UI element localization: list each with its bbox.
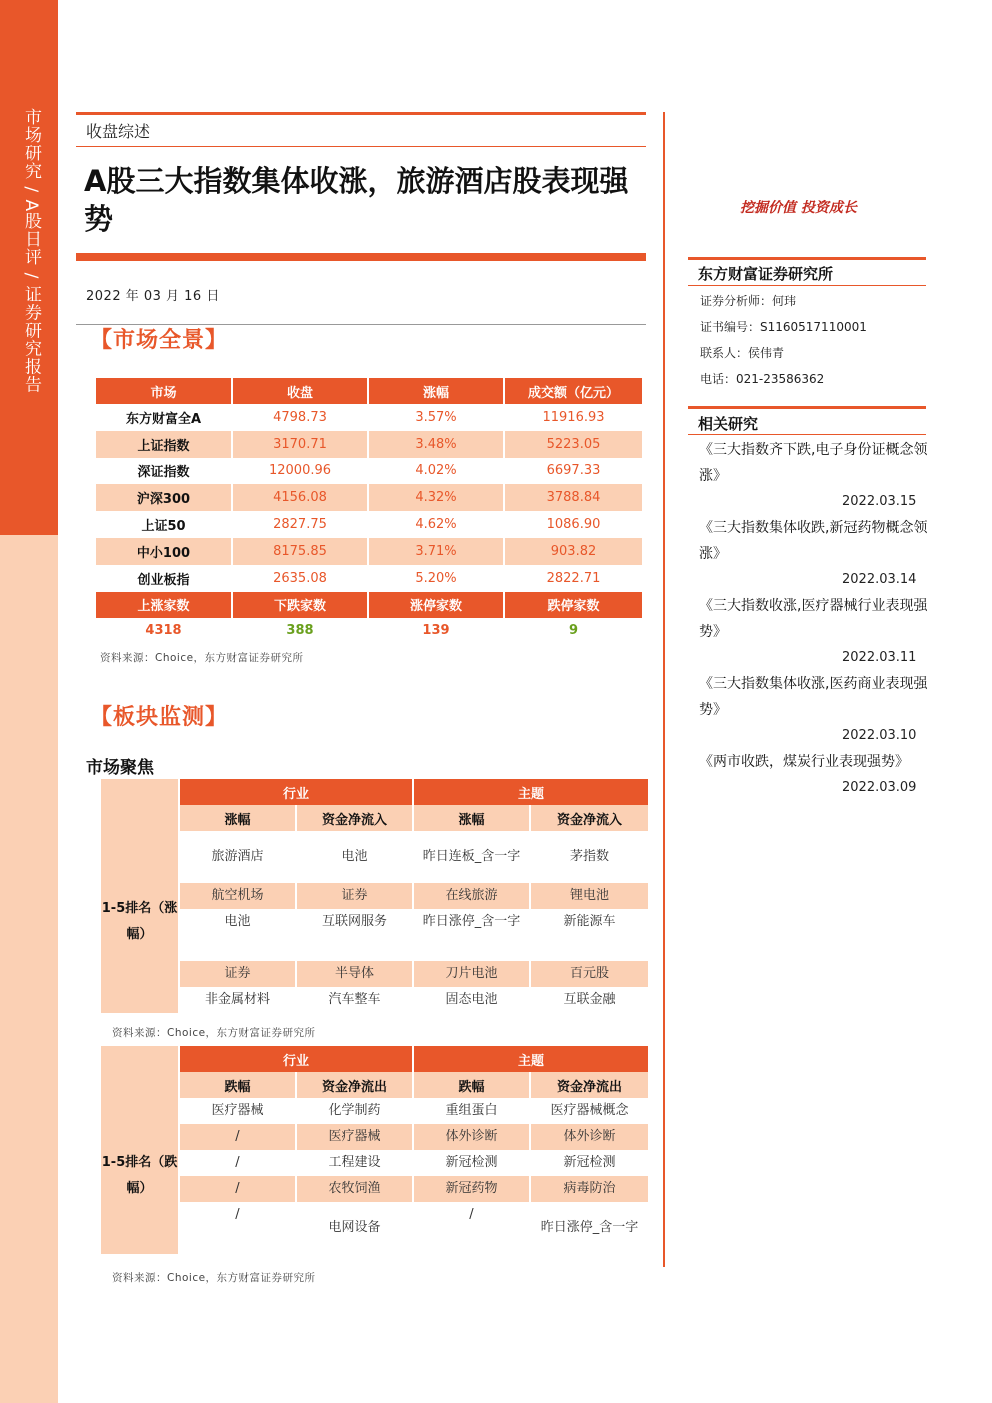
- sub-header: 资金净流入: [296, 805, 413, 831]
- index-volume: 5223.05: [504, 431, 642, 458]
- related-date: 2022.03.10: [842, 728, 917, 743]
- corner-cell: [101, 805, 179, 831]
- table-row: [96, 511, 642, 538]
- table-row: [96, 538, 642, 565]
- title-bar: [76, 253, 646, 261]
- cell: 重组蛋白: [413, 1098, 530, 1124]
- table-row: [101, 987, 648, 1013]
- cell: 电池: [179, 909, 296, 961]
- index-change: 5.20%: [368, 565, 504, 592]
- cell: 农牧饲渔: [296, 1176, 413, 1202]
- related-rule: [688, 434, 926, 435]
- cell: 证券: [296, 883, 413, 909]
- losers-table: [101, 1046, 648, 1254]
- related-date: 2022.03.15: [842, 494, 917, 509]
- table-row: [96, 431, 642, 458]
- sub-header: 跌幅: [179, 1072, 296, 1098]
- cell: 新能源车: [563, 914, 616, 929]
- cell: /: [179, 1124, 296, 1150]
- related-date: 2022.03.11: [842, 650, 917, 665]
- cell: 昨日涨停_含一字: [540, 1220, 639, 1235]
- source-note: 资料来源：Choice，东方财富证券研究所: [112, 1027, 316, 1039]
- index-change: 3.57%: [368, 404, 504, 431]
- index-volume: 1086.90: [546, 517, 601, 533]
- index-volume: 2822.71: [546, 570, 601, 586]
- sub-header: 跌幅: [413, 1072, 530, 1098]
- index-name: 上证50: [96, 511, 232, 538]
- index-close: 3170.71: [232, 431, 368, 458]
- count-row: [96, 618, 642, 644]
- contact: 联系人：侯伟青: [700, 346, 785, 360]
- sub-header: 涨幅: [413, 805, 530, 831]
- col-header: 收盘: [232, 378, 368, 404]
- cell: /: [179, 1202, 296, 1254]
- cell: 非金属材料: [179, 987, 296, 1013]
- related-link[interactable]: 《三大指数齐下跌,电子身份证概念领涨》: [699, 442, 928, 484]
- cell: 工程建设: [296, 1150, 413, 1176]
- cell: 互联网服务: [296, 909, 413, 961]
- header-rule: [76, 146, 646, 147]
- table-row: [96, 404, 642, 431]
- table-row: [101, 1202, 648, 1254]
- cell: 医疗器械: [179, 1098, 296, 1124]
- section-label: 收盘综述: [86, 122, 151, 141]
- table-row: [101, 961, 648, 987]
- cell: 昨日连板_含一字: [413, 831, 530, 883]
- related-link[interactable]: 《两市收跌，煤炭行业表现强势》: [699, 754, 909, 770]
- sidebar-vertical-text: 市场研究 / A股日评 / 证券研究报告: [21, 108, 41, 394]
- rank-label: 1-5排名（跌幅）: [101, 1098, 179, 1254]
- index-volume: 3788.84: [504, 484, 642, 511]
- sub-header: 资金净流入: [530, 805, 648, 831]
- index-volume: 903.82: [504, 538, 642, 565]
- cell: 刀片电池: [413, 961, 530, 987]
- index-name: 东方财富全A: [96, 404, 232, 431]
- sub-header: 资金净流出: [296, 1072, 413, 1098]
- cell: 百元股: [530, 961, 648, 987]
- cell: 茅指数: [569, 849, 609, 864]
- corner-cell: [101, 779, 179, 805]
- index-name: 创业板指: [96, 565, 232, 592]
- cell: 旅游酒店: [179, 831, 296, 883]
- cell: /: [413, 1202, 530, 1254]
- index-name: 沪深300: [96, 484, 232, 511]
- index-change: 4.62%: [368, 511, 504, 538]
- count-header: 下跌家数: [232, 592, 368, 618]
- table-row: [101, 1176, 648, 1202]
- count-header: 跌停家数: [504, 592, 642, 618]
- page-title: A股三大指数集体收涨，旅游酒店股表现强势: [84, 164, 629, 236]
- cell: 固态电池: [413, 987, 530, 1013]
- corner-cell: [101, 1072, 179, 1098]
- table-row: [101, 1098, 648, 1124]
- related-rule: [688, 406, 926, 409]
- table-row: [101, 1150, 648, 1176]
- col-header: 市场: [96, 378, 232, 404]
- index-close: 4156.08: [232, 484, 368, 511]
- cell: 新冠检测: [563, 1155, 616, 1170]
- cell: 昨日涨停_含一字: [413, 909, 530, 961]
- header-rule-top: [76, 112, 646, 115]
- index-change: 4.02%: [368, 458, 504, 485]
- cell: 新冠检测: [413, 1150, 530, 1176]
- index-name: 深证指数: [96, 458, 232, 485]
- cell: 互联金融: [563, 992, 616, 1007]
- cell: 电池: [296, 831, 413, 883]
- cell: 体外诊断: [530, 1124, 648, 1150]
- sub-header: 涨幅: [179, 805, 296, 831]
- analyst: 证券分析师：何玮: [700, 294, 797, 308]
- index-close: 12000.96: [232, 458, 368, 485]
- cell: 航空机场: [179, 883, 296, 909]
- gainers-table: [101, 779, 648, 1013]
- index-name: 上证指数: [96, 431, 232, 458]
- col-header: 成交额（亿元）: [504, 378, 642, 404]
- related-date: 2022.03.09: [842, 780, 917, 795]
- related-heading: 相关研究: [698, 415, 759, 433]
- table-row: [101, 1124, 648, 1150]
- column-divider: [663, 112, 665, 1267]
- cell: 化学制药: [296, 1098, 413, 1124]
- cell: 半导体: [296, 961, 413, 987]
- advancers-count: 4318: [96, 618, 232, 644]
- table-row: [101, 831, 648, 883]
- table-row: [96, 458, 642, 485]
- market-heading: 【市场全景】: [90, 327, 229, 353]
- focus-label: 市场聚焦: [86, 758, 154, 778]
- sector-heading: 【板块监测】: [90, 704, 229, 730]
- cell: 新冠药物: [413, 1176, 530, 1202]
- count-header: 涨停家数: [368, 592, 504, 618]
- institute-rule: [688, 285, 926, 286]
- group-header: 行业: [179, 1046, 413, 1072]
- cell: 病毒防治: [530, 1176, 648, 1202]
- rank-label: 1-5排名（涨幅）: [101, 831, 179, 1013]
- corner-cell: [101, 1046, 179, 1072]
- cell: /: [179, 1176, 296, 1202]
- limit-down-count: 9: [568, 623, 579, 639]
- source-note: 资料来源：Choice，东方财富证券研究所: [112, 1272, 316, 1284]
- cell: 医疗器械概念: [550, 1103, 629, 1118]
- related-link[interactable]: 《三大指数集体收涨,医药商业表现强势》: [699, 676, 928, 718]
- table-row: [101, 909, 648, 961]
- index-change: 3.71%: [368, 538, 504, 565]
- related-link[interactable]: 《三大指数集体收跌,新冠药物概念领涨》: [699, 520, 928, 562]
- limit-up-count: 139: [368, 618, 504, 644]
- source-note: 资料来源：Choice，东方财富证券研究所: [100, 652, 304, 664]
- cell: 在线旅游: [413, 883, 530, 909]
- cell: 证券: [179, 961, 296, 987]
- index-name: 中小100: [96, 538, 232, 565]
- cell: 医疗器械: [296, 1124, 413, 1150]
- index-close: 2827.75: [232, 511, 368, 538]
- decliners-count: 388: [232, 618, 368, 644]
- cell: 锂电池: [530, 883, 648, 909]
- phone: 电话：021-23586362: [700, 372, 825, 386]
- cell: /: [179, 1150, 296, 1176]
- table-row: [96, 565, 642, 592]
- market-table: [96, 378, 642, 644]
- group-header: 行业: [179, 779, 413, 805]
- cell: 汽车整车: [296, 987, 413, 1013]
- index-close: 8175.85: [232, 538, 368, 565]
- group-header: 主题: [413, 779, 648, 805]
- cell: 体外诊断: [413, 1124, 530, 1150]
- table-row: [101, 883, 648, 909]
- index-close: 2635.08: [232, 565, 368, 592]
- index-change: 3.48%: [368, 431, 504, 458]
- institute-name: 东方财富证券研究所: [698, 265, 834, 283]
- report-date: 2022 年 03 月 16 日: [86, 289, 220, 304]
- index-volume: 11916.93: [542, 409, 605, 425]
- index-change: 4.32%: [368, 484, 504, 511]
- index-volume: 6697.33: [546, 463, 601, 479]
- slogan: 挖掘价值 投资成长: [740, 200, 857, 216]
- index-close: 4798.73: [232, 404, 368, 431]
- sidebar-band-light: [0, 535, 58, 1403]
- table-row: [96, 484, 642, 511]
- group-header: 主题: [413, 1046, 648, 1072]
- related-date: 2022.03.14: [842, 572, 917, 587]
- institute-rule: [688, 257, 926, 260]
- cert-number: 证书编号：S1160517110001: [700, 320, 867, 334]
- col-header: 涨幅: [368, 378, 504, 404]
- sub-header: 资金净流出: [530, 1072, 648, 1098]
- count-header: 上涨家数: [96, 592, 232, 618]
- cell: 电网设备: [296, 1202, 413, 1254]
- related-link[interactable]: 《三大指数收涨,医疗器械行业表现强势》: [699, 598, 928, 640]
